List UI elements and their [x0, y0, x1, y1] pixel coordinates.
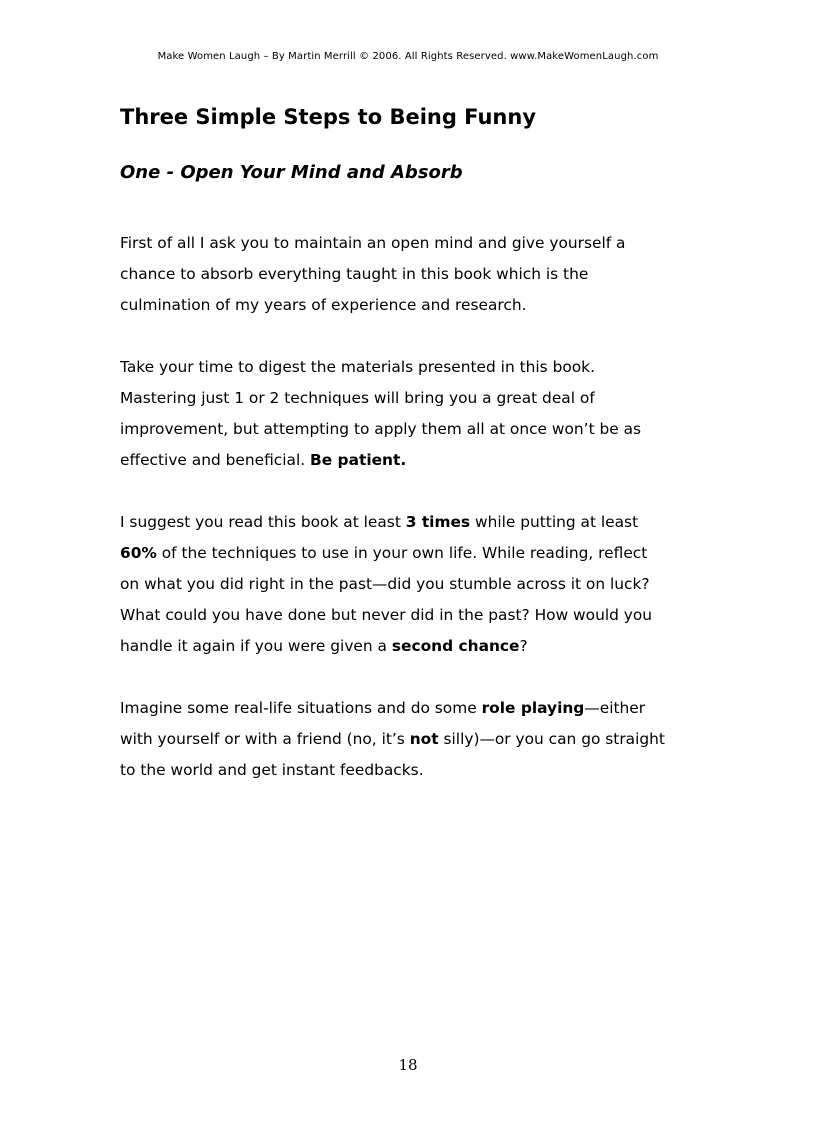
text-line: First of all I ask you to maintain an open mind and give yourself a: [120, 234, 626, 252]
text-line: to the world and get instant feedbacks.: [120, 761, 424, 779]
paragraph-4: [120, 693, 720, 786]
text-line: chance to absorb everything taught in this book which is the: [120, 265, 589, 283]
text-line: [120, 445, 720, 476]
section-subtitle: One - Open Your Mind and Absorb: [120, 162, 463, 183]
text-run: —either: [584, 699, 646, 717]
page-header: Make Women Laugh – By Martin Merrill © 2006. All Rights Reserved. www.MakeWomenLaugh.com: [157, 51, 659, 62]
text-line: [120, 631, 720, 662]
paragraph-2: [120, 352, 720, 476]
text-run: Imagine some real-life situations and do some: [120, 699, 482, 717]
text-line: What could you have done but never did in the past? How would you: [120, 606, 653, 624]
text-run: while putting at least: [470, 513, 639, 531]
emphasis-be-patient: Be patient.: [310, 451, 407, 469]
page-number: 18: [398, 1056, 418, 1074]
text-run: of the techniques to use in your own life. While reading, reflect: [156, 544, 648, 562]
emphasis-second-chance: second chance: [391, 637, 520, 655]
text-line: Mastering just 1 or 2 techniques will bring you a great deal of: [120, 389, 595, 407]
text-run: ?: [519, 637, 528, 655]
text-line: [120, 724, 720, 755]
emphasis-role-playing: role playing: [481, 699, 585, 717]
text-line: Take your time to digest the materials presented in this book.: [120, 358, 595, 376]
text-line: [120, 693, 720, 724]
text-run: silly)—or you can go straight: [438, 730, 665, 748]
text-line: [120, 507, 720, 538]
paragraph-1: [120, 228, 720, 321]
text-line: culmination of my years of experience and research.: [120, 296, 527, 314]
page-title: Three Simple Steps to Being Funny: [120, 105, 537, 129]
emphasis-not: not: [409, 730, 439, 748]
text-run: I suggest you read this book at least: [120, 513, 406, 531]
text-run: effective and beneficial.: [120, 451, 311, 469]
text-line: [120, 538, 720, 569]
emphasis-60-percent: 60%: [120, 544, 157, 562]
body-text: [120, 228, 720, 817]
text-run: handle it again if you were given a: [120, 637, 392, 655]
text-run: with yourself or with a friend (no, it’s: [120, 730, 410, 748]
paragraph-3: [120, 507, 720, 662]
text-line: on what you did right in the past—did you stumble across it on luck?: [120, 575, 650, 593]
text-line: improvement, but attempting to apply them all at once won’t be as: [120, 420, 642, 438]
emphasis-3-times: 3 times: [405, 513, 471, 531]
